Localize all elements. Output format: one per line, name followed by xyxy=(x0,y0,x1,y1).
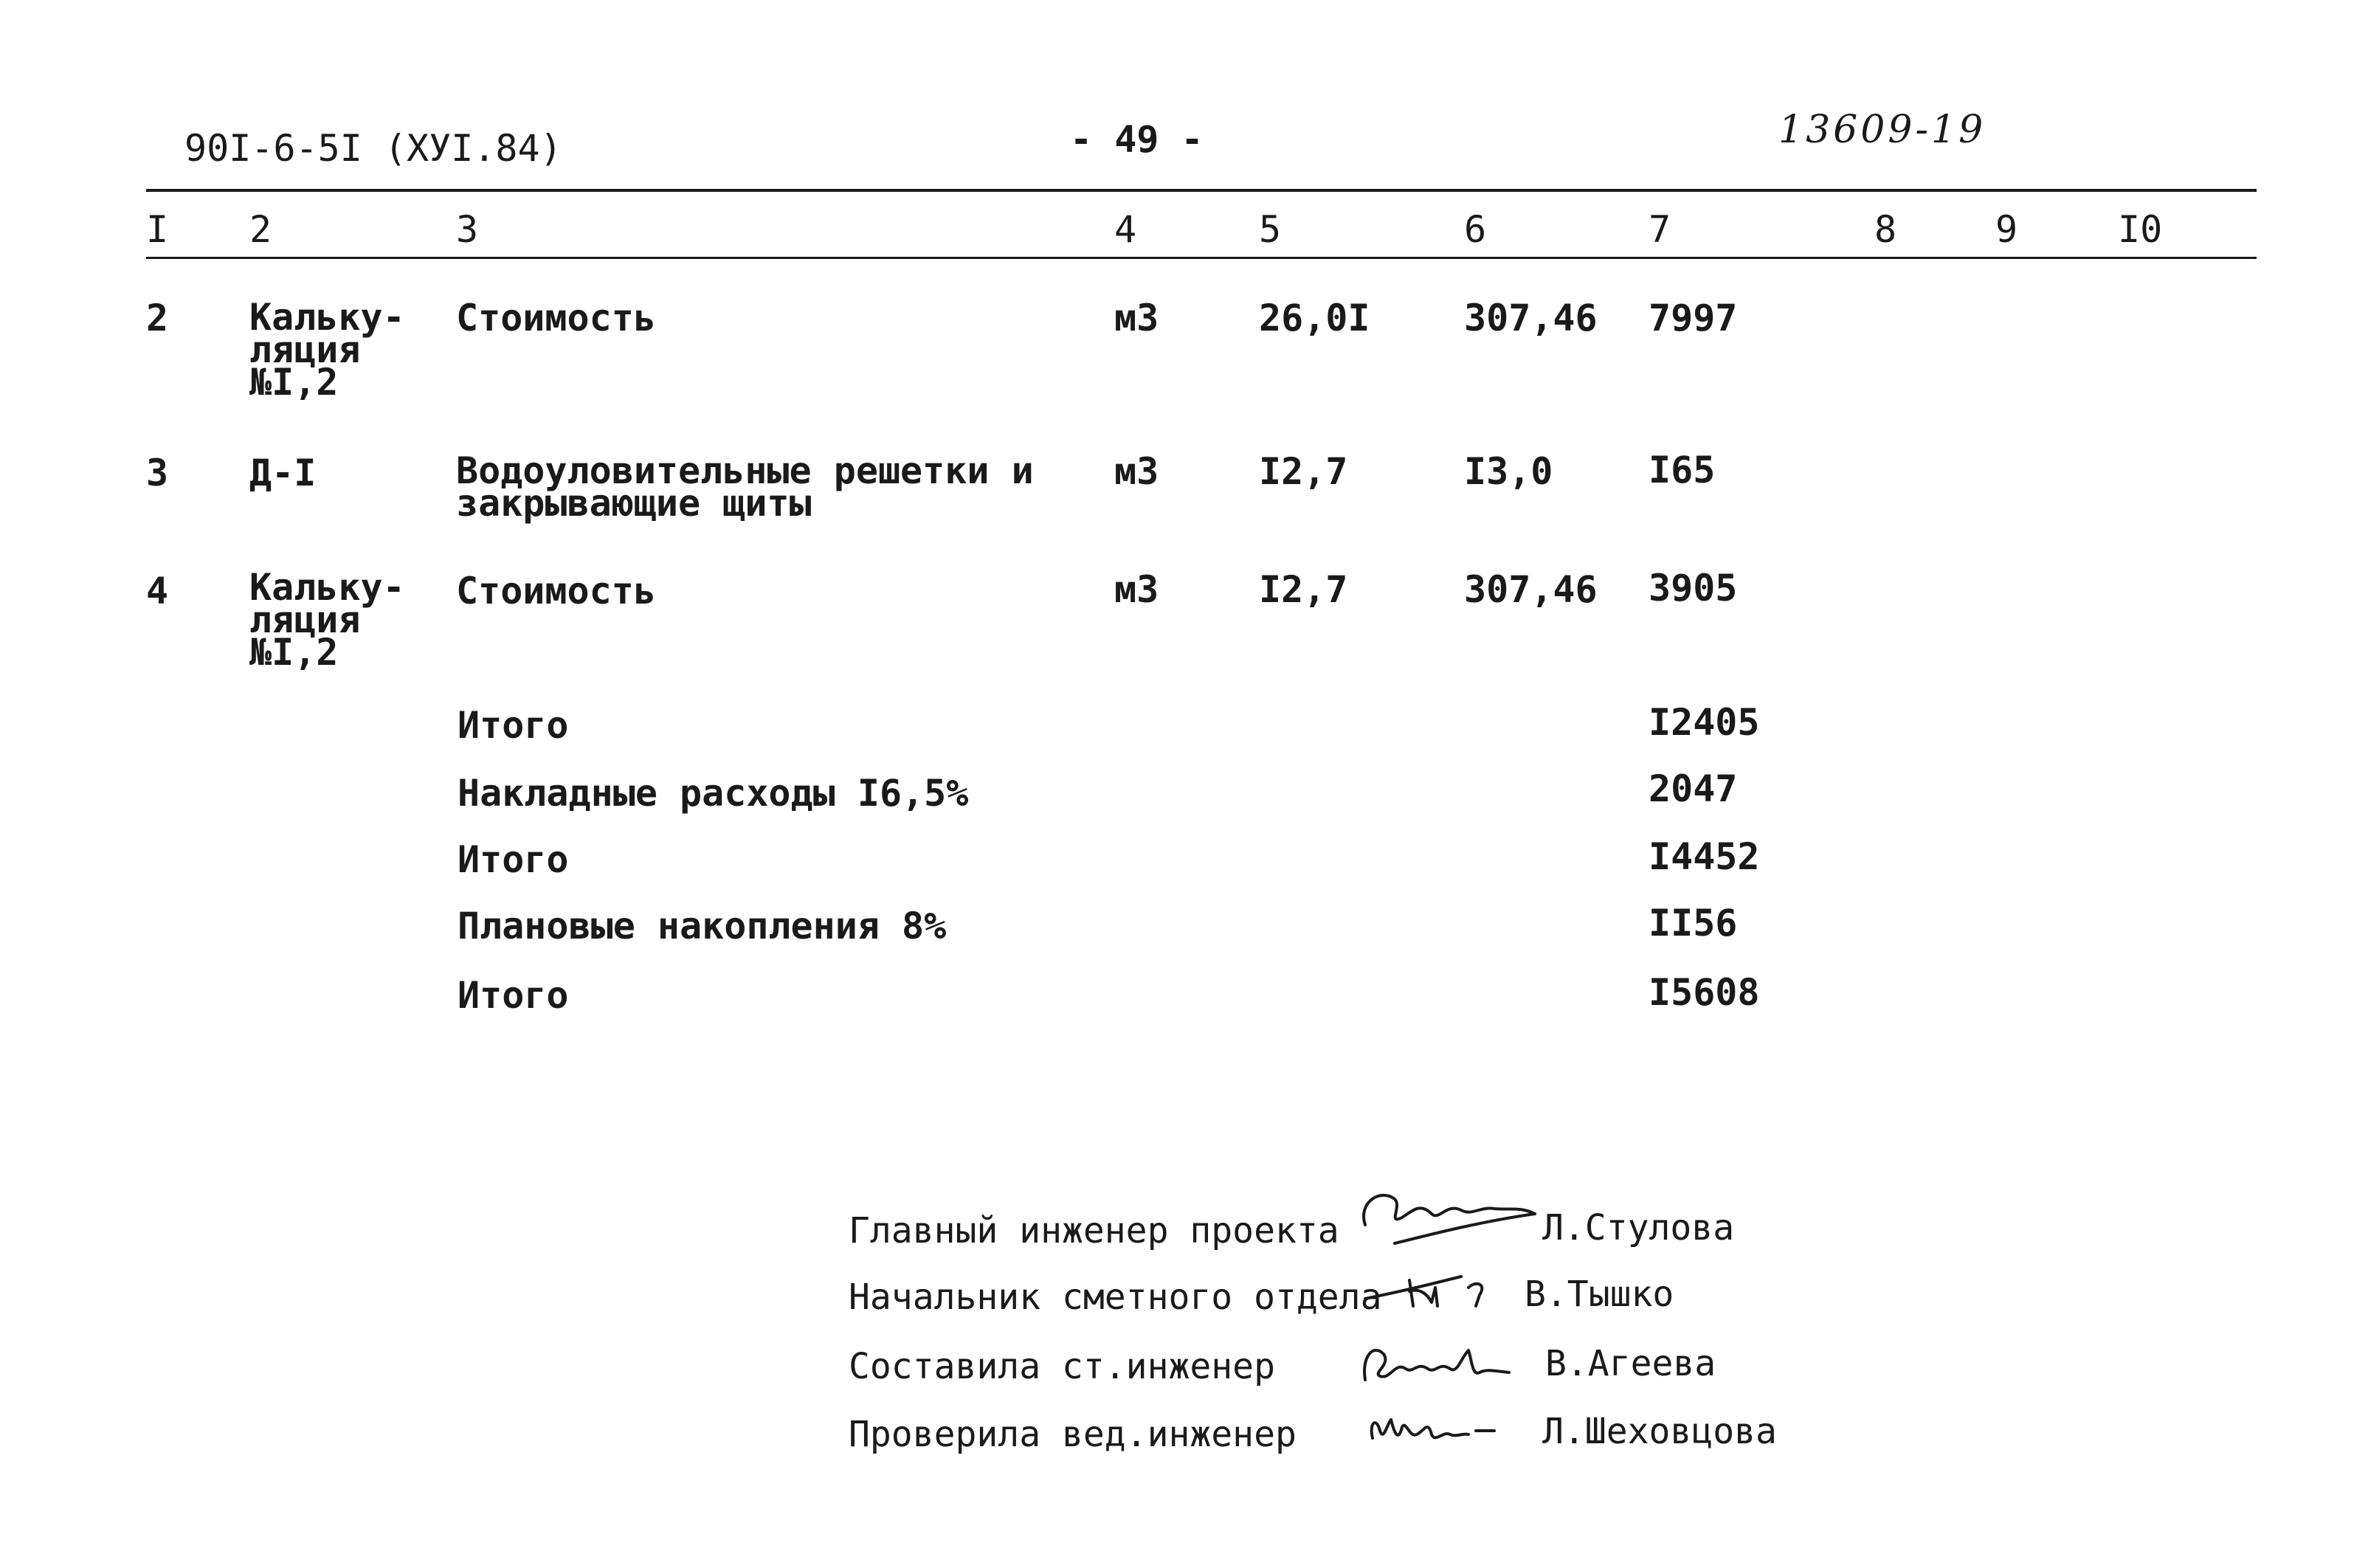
signature-role: Составила ст.инженер xyxy=(849,1346,1275,1387)
column-number-9: 9 xyxy=(1995,208,2018,251)
column-number-4: 4 xyxy=(1114,208,1137,251)
archive-number: 13609-19 xyxy=(1778,108,1987,152)
column-number-1: I xyxy=(146,208,169,251)
summary-label: Итого xyxy=(458,704,569,747)
row-price: 307,46 xyxy=(1464,568,1598,611)
row-price: 307,46 xyxy=(1464,297,1598,339)
summary-value: I4452 xyxy=(1649,835,1760,878)
summary-label: Накладные расходы I6,5% xyxy=(458,772,969,815)
signature-name: Л.Шеховцова xyxy=(1542,1411,1777,1452)
row-quantity: I2,7 xyxy=(1259,450,1348,493)
signature-role: Главный инженер проекта xyxy=(849,1210,1339,1251)
summary-value: 2047 xyxy=(1649,767,1738,810)
summary-label: Итого xyxy=(458,974,569,1017)
row-unit: м3 xyxy=(1114,297,1159,339)
row-total: 7997 xyxy=(1649,297,1738,339)
row-basis: Кальку- ляция №I,2 xyxy=(249,566,405,674)
row-unit: м3 xyxy=(1114,568,1159,611)
handwritten-signature xyxy=(1350,1173,1542,1254)
summary-value: II56 xyxy=(1649,902,1738,944)
column-number-3: 3 xyxy=(456,208,479,251)
column-number-2: 2 xyxy=(249,208,272,251)
row-number: 3 xyxy=(146,452,169,494)
row-name: Стоимость xyxy=(456,297,656,339)
header-rule xyxy=(146,189,2257,192)
signature-role: Начальник сметного отдела xyxy=(849,1277,1382,1318)
signature-name: В.Агеева xyxy=(1545,1343,1716,1384)
row-name: Стоимость xyxy=(456,570,656,612)
handwritten-signature xyxy=(1358,1254,1505,1321)
row-unit: м3 xyxy=(1114,450,1159,493)
column-numbers-rule xyxy=(146,257,2257,259)
signature-name: Л.Стулова xyxy=(1542,1207,1735,1248)
document-code: 90I-6-5I (XУI.84) xyxy=(184,127,562,170)
row-number: 4 xyxy=(146,570,169,612)
column-number-6: 6 xyxy=(1464,208,1487,251)
column-number-10: I0 xyxy=(2118,208,2163,251)
row-basis: Д-I xyxy=(249,452,317,494)
summary-value: I2405 xyxy=(1649,701,1760,744)
row-basis: Кальку- ляция №I,2 xyxy=(249,296,405,404)
summary-label: Итого xyxy=(458,838,569,881)
signature-role: Проверила вед.инженер xyxy=(849,1414,1297,1455)
column-number-5: 5 xyxy=(1259,208,1282,251)
summary-label: Плановые накопления 8% xyxy=(458,905,947,947)
column-number-8: 8 xyxy=(1874,208,1897,251)
row-price: I3,0 xyxy=(1464,450,1553,493)
column-number-7: 7 xyxy=(1649,208,1671,251)
row-total: I65 xyxy=(1649,449,1716,491)
signature-name: В.Тышко xyxy=(1525,1274,1674,1315)
row-number: 2 xyxy=(146,297,169,339)
page-number: - 49 - xyxy=(1070,118,1204,161)
handwritten-signature xyxy=(1358,1398,1513,1457)
row-total: 3905 xyxy=(1649,567,1738,609)
handwritten-signature xyxy=(1350,1328,1520,1395)
row-quantity: I2,7 xyxy=(1259,568,1348,611)
row-name: Водоуловительные решетки и закрывающие щиты xyxy=(456,449,1034,525)
summary-value: I5608 xyxy=(1649,971,1760,1014)
row-quantity: 26,0I xyxy=(1259,297,1370,339)
